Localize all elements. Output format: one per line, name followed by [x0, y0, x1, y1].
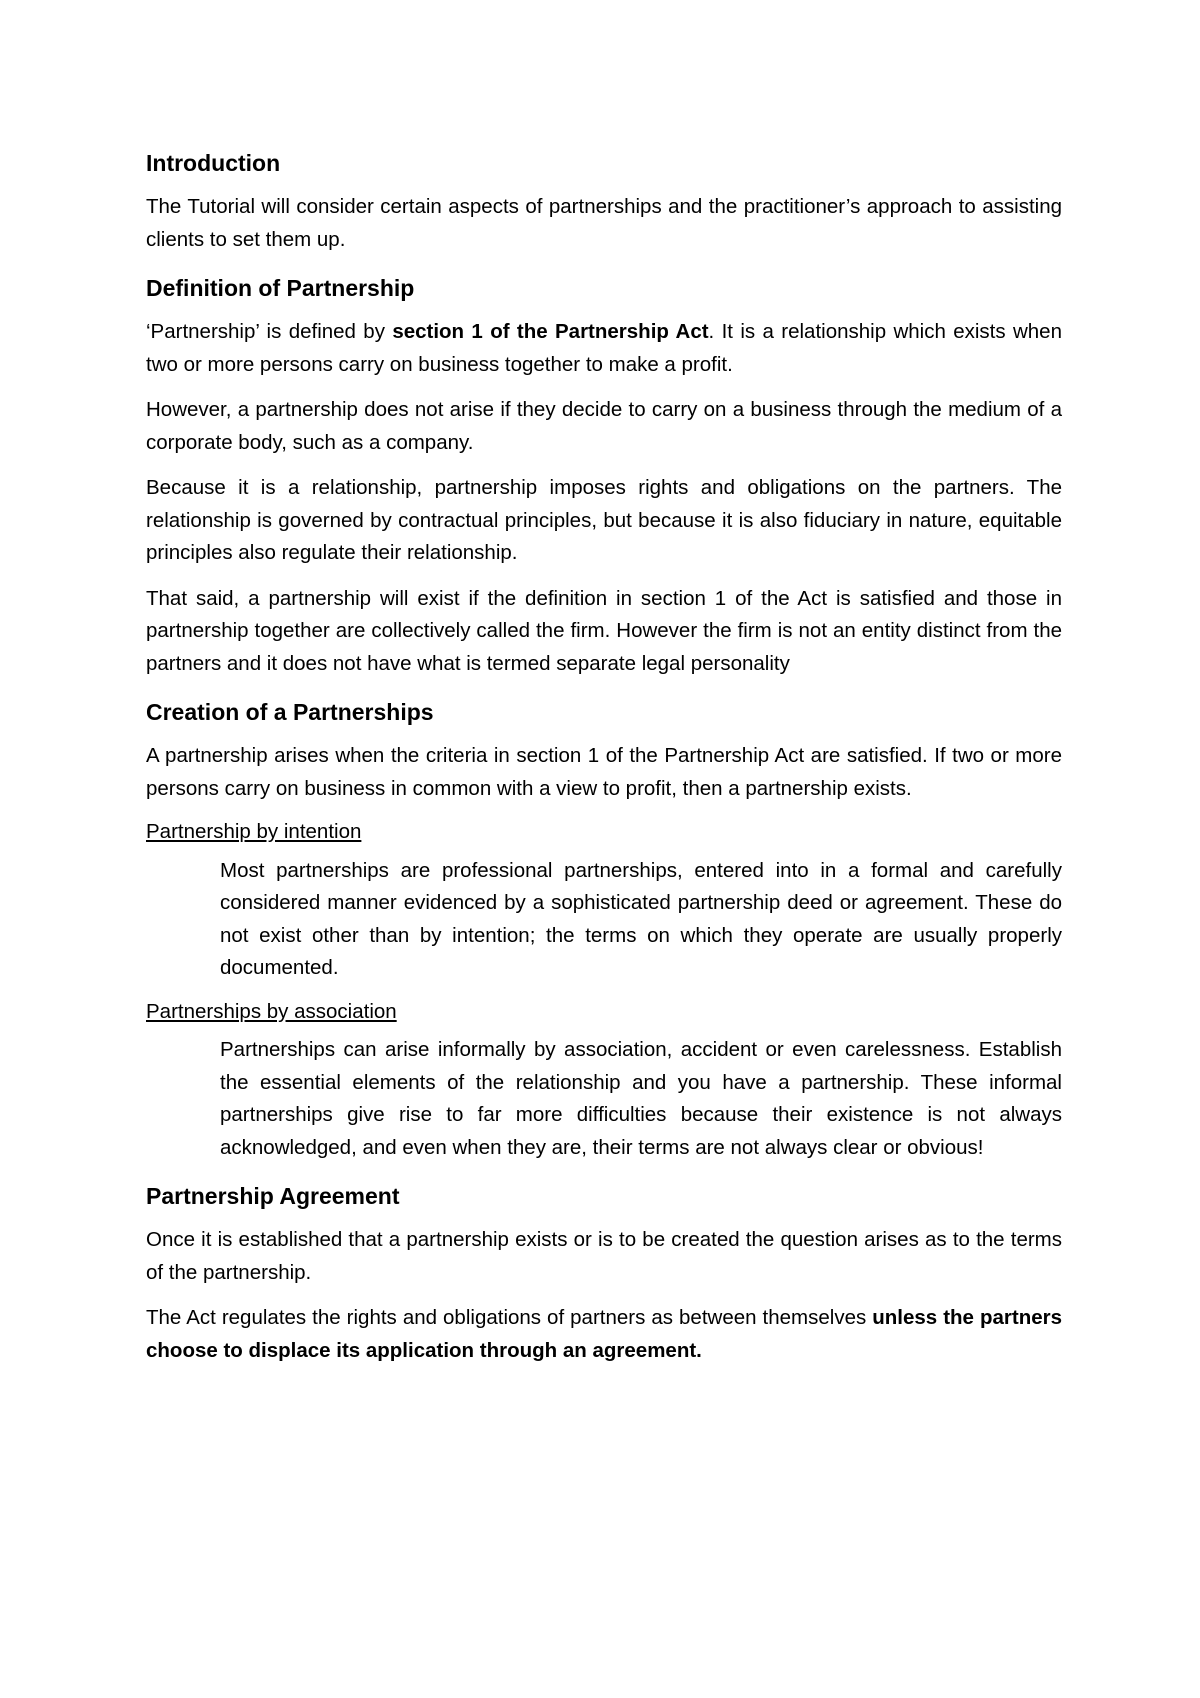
definition-paragraph-3: Because it is a relationship, partnership imposes rights and obligations on the partners. The relationship is governed by contractual principles, but because it is also fiduciary in nature, equitable principles also regulate their relationship. — [146, 476, 1062, 564]
definition-text-before: ‘Partnership’ is defined by — [146, 320, 393, 343]
subheading-partnership-by-intention: Partnership by intention — [146, 820, 362, 843]
heading-agreement: Partnership Agreement — [146, 1183, 400, 1209]
heading-introduction: Introduction — [146, 150, 281, 176]
intro-paragraph: The Tutorial will consider certain aspects of partnerships and the practitioner’s approach to assisting clients to set them up. — [146, 195, 1062, 251]
subheading-partnerships-by-association: Partnerships by association — [146, 999, 397, 1023]
association-paragraph: Partnerships can arise informally by association, accident or even carelessness. Establish the essential elements of the relationship and you have a partnership. These informal partnerships give rise to far more difficulties because their existence is not always acknowledged, and even when they are, their terms are not always clear or obvious! — [220, 1038, 1062, 1159]
document-body — [146, 148, 1062, 1367]
agreement-bold-text: unless the partners choose to displace its application through an agreement. — [146, 1306, 1062, 1362]
definition-paragraph-1 — [146, 316, 1062, 381]
definition-text-after: . It is a relationship which exists when two or more persons carry on business together to make a profit. — [146, 320, 1062, 376]
definition-paragraph-4: That said, a partnership will exist if the definition in section 1 of the Act is satisfied and those in partnership together are collectively called the firm. However the firm is not an entity distinct from the partners and it does not have what is termed separate legal personality — [146, 586, 1062, 675]
agreement-paragraph-2 — [146, 1302, 1062, 1367]
agreement-paragraph-1: Once it is established that a partnership exists or is to be created the question arises as to the terms of the partnership. — [146, 1228, 1062, 1284]
definition-paragraph-2: However, a partnership does not arise if they decide to carry on a business through the medium of a corporate body, such as a company. — [146, 398, 1062, 454]
creation-paragraph: A partnership arises when the criteria in section 1 of the Partnership Act are satisfied. If two or more persons carry on business in common with a view to profit, then a partnership exists. — [146, 744, 1062, 800]
agreement-text-before: The Act regulates the rights and obligations of partners as between themselves — [146, 1306, 873, 1329]
definition-bold-reference: section 1 of the Partnership Act — [392, 320, 709, 343]
intention-paragraph: Most partnerships are professional partnerships, entered into in a formal and carefully considered manner evidenced by a sophisticated partnership deed or agreement. These do not exist other than by intention; the terms on which they operate are usually properly documented. — [220, 858, 1062, 979]
heading-definition: Definition of Partnership — [146, 275, 415, 301]
heading-creation: Creation of a Partnerships — [146, 699, 434, 725]
